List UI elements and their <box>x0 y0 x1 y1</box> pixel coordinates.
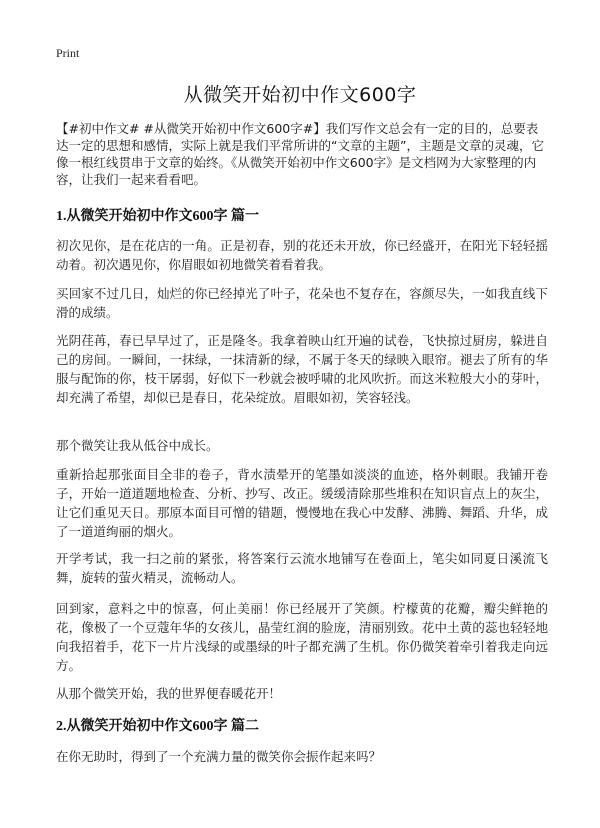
paragraph: 从那个微笑开始，我的世界便春暖花开！ <box>56 686 282 701</box>
paragraph: 买回家不过几日，灿烂的你已经掉光了叶子，花朵也不复存在，容颜尽失，一如我直线下滑的成绩。 <box>56 286 548 320</box>
print-link[interactable]: Print <box>56 46 80 60</box>
page-title: 从微笑开始初中作文600字 <box>183 84 417 106</box>
section-heading-1: 1.从微笑开始初中作文600字 篇一 <box>56 209 259 224</box>
paragraph: 光阴荏苒，春已早早过了，正是隆冬。我拿着映山红开遍的试卷，飞快掠过厨房，躲进自己的房间。一瞬间，一抹绿，一抹清新的绿，不属于冬天的绿映入眼帘。褪去了所有的华服与配饰的你，枝干孱弱，好似下一秒就会被呼啸的北风吹折。而这米粒般大小的芽叶，却充满了希望，却似已是春日，花朵绽放。眉眼如初，笑容轻浅。 <box>56 333 548 405</box>
paragraph: 开学考试，我一扫之前的紧张，将答案行云流水地铺写在卷面上，笔尖如同夏日溪流飞舞，旋转的萤火精灵，流畅动人。 <box>56 551 548 585</box>
paragraph: 重新拾起那张面目全非的卷子，背水渍晕开的笔墨如淡淡的血迹，格外刺眼。我铺开卷子，开始一道道题地检查、分析、抄写、改正。缓缓清除那些堆积在知识盲点上的灰尘，让它们重见天日。那原本面目可憎的错题，慢慢地在我心中发酵、沸腾、舞蹈、升华，成了一道道绚丽的烟火。 <box>56 467 548 539</box>
paragraph: 回到家，意料之中的惊喜，何止美丽！你已经展开了笑颜。柠檬黄的花瓣，瓣尖鲜艳的花，像极了一个豆蔻年华的女孩儿，晶莹红润的脸庞，清丽别致。花中土黄的蕊也轻轻地向我招着手，花下一片片浅绿的或墨绿的叶子都充满了生机。你仍微笑着牵引着我走向远方。 <box>56 601 548 673</box>
section-heading-2: 2.从微笑开始初中作文600字 篇二 <box>56 719 259 734</box>
paragraph: 那个微笑让我从低谷中成长。 <box>56 438 219 453</box>
paragraph: 初次见你，是在花店的一角。正是初春，别的花还未开放，你已经盛开，在阳光下轻轻摇动着。初次遇见你，你眉眼如初地微笑着看着我。 <box>56 238 548 272</box>
intro-paragraph: 【#初中作文# #从微笑开始初中作文600字#】我们写作文总会有一定的目的，总要表达一定的思想和感情，实际上就是我们平常所讲的“文章的主题”，主题是文章的灵魂，它像一根红线贯串于文章的始终。《从微笑开始初中作文600字》是文档网为大家整理的内容，让我们一起来看看吧。 <box>56 121 544 187</box>
paragraph: 在你无助时，得到了一个充满力量的微笑你会振作起来吗？ <box>56 749 382 764</box>
